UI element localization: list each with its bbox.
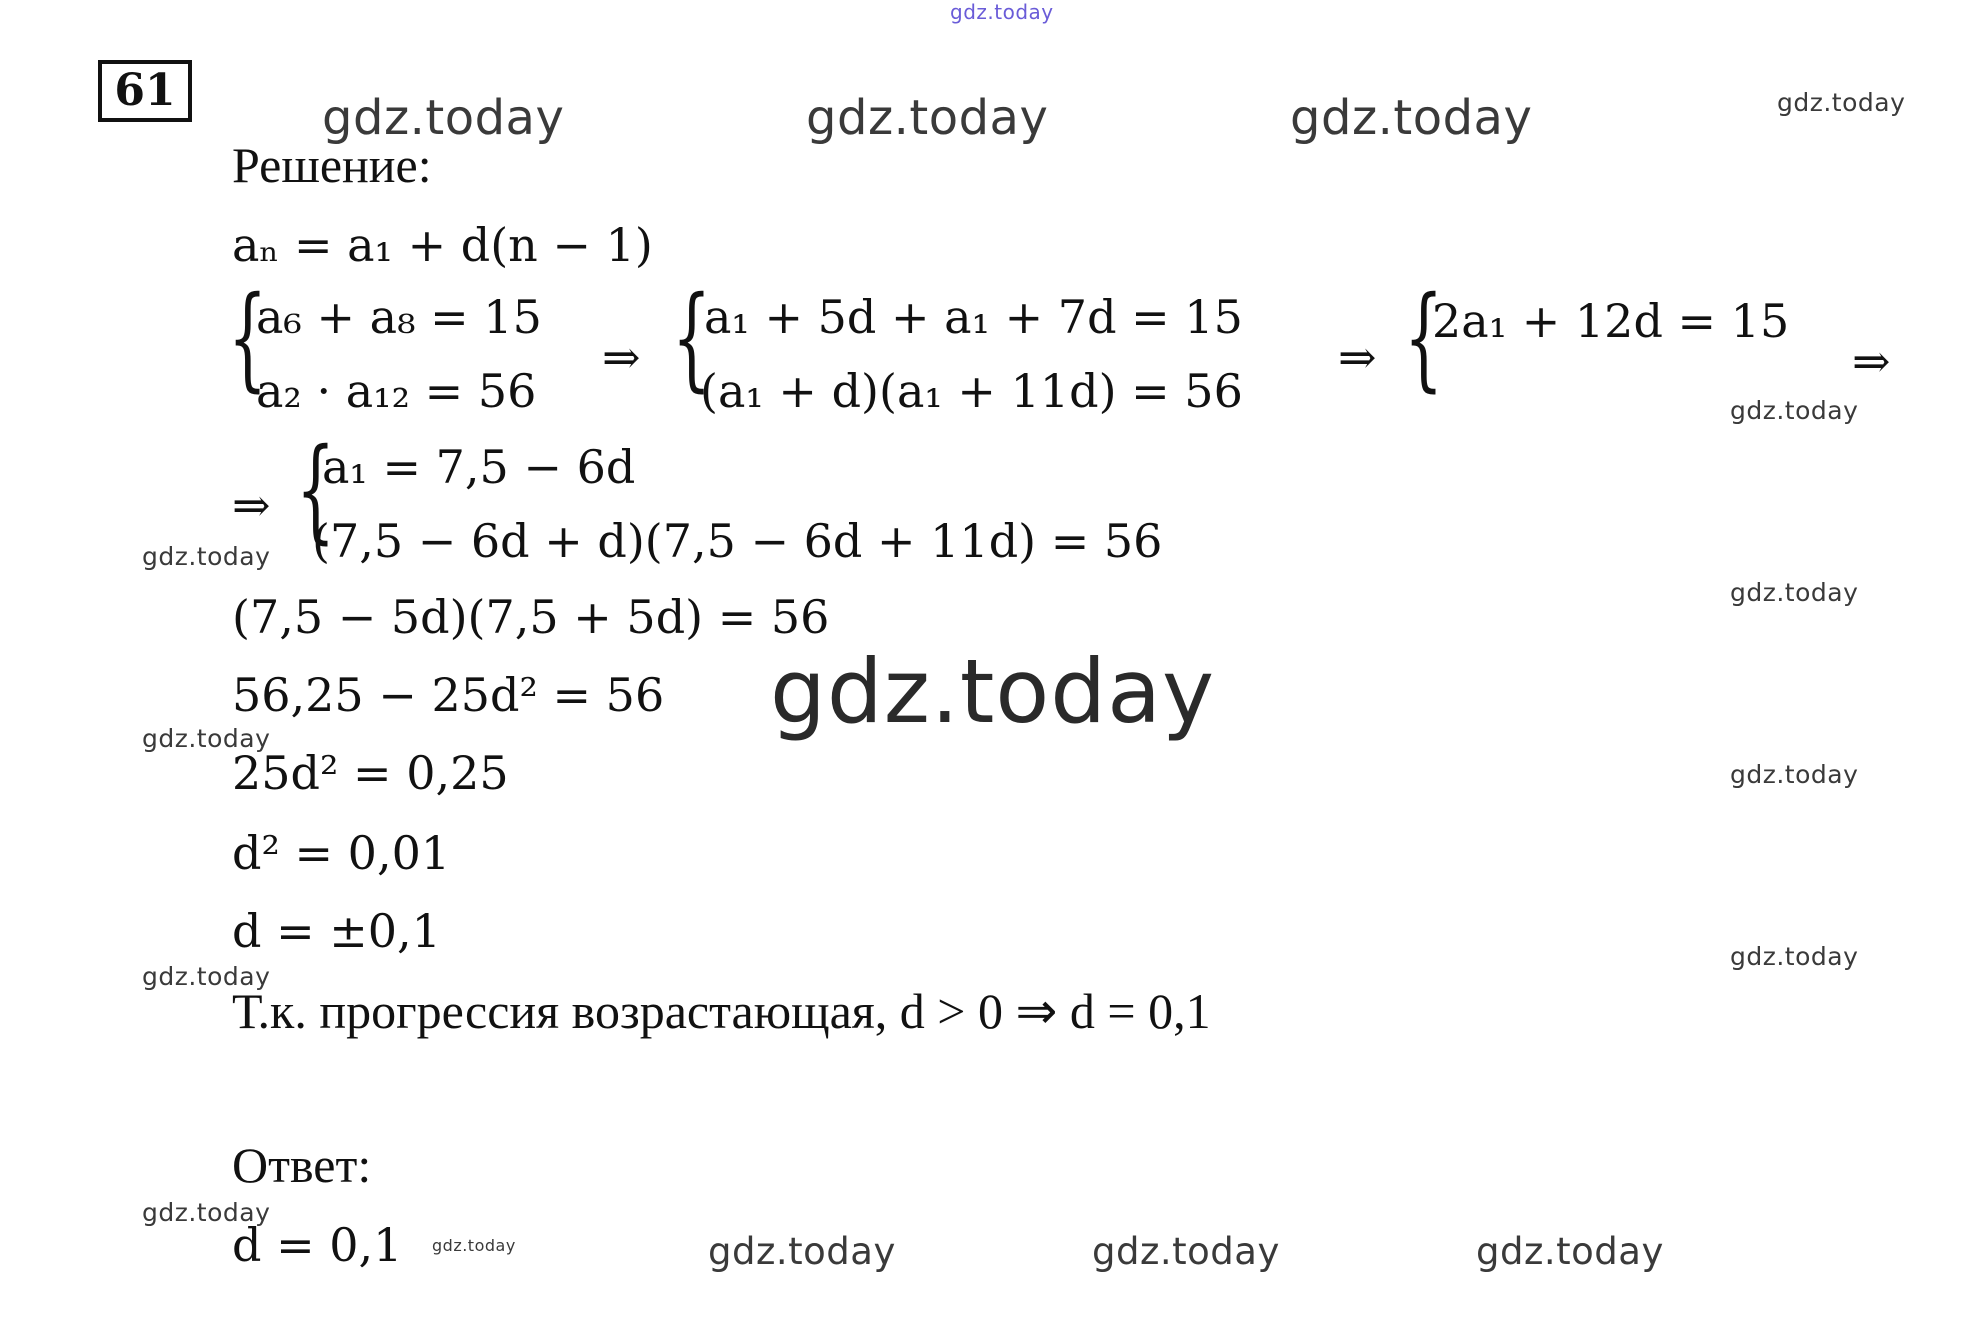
watermark-2: gdz.today xyxy=(806,90,1049,146)
watermark-14: gdz.today xyxy=(708,1230,896,1273)
implies-arrow-4: ⇒ xyxy=(232,478,271,532)
step-2: 56,25 − 25d² = 56 xyxy=(232,668,665,722)
implies-arrow-1: ⇒ xyxy=(602,330,641,384)
implies-arrow-3: ⇒ xyxy=(1852,334,1891,388)
watermark-7: gdz.today xyxy=(1730,578,1859,607)
solution-label: Решение: xyxy=(232,137,432,193)
problem-number: 61 xyxy=(98,60,192,122)
answer-label: Ответ: xyxy=(232,1137,372,1193)
watermark-9: gdz.today xyxy=(1730,760,1859,789)
watermark-10: gdz.today xyxy=(142,962,271,991)
system-brace-4: { xyxy=(296,425,336,555)
system4-top: a₁ = 7,5 − 6d xyxy=(322,440,636,494)
implies-arrow-2: ⇒ xyxy=(1338,330,1377,384)
formula-line: aₙ = a₁ + d(n − 1) xyxy=(232,218,653,272)
watermark-top: gdz.today xyxy=(950,0,1054,24)
step-1: (7,5 − 5d)(7,5 + 5d) = 56 xyxy=(232,590,830,644)
watermark-11: gdz.today xyxy=(1730,942,1859,971)
system-brace-2: { xyxy=(672,273,712,403)
step-5: d = ±0,1 xyxy=(232,904,441,958)
system-brace-1: { xyxy=(228,273,268,403)
step-4: d² = 0,01 xyxy=(232,826,451,880)
watermark-1: gdz.today xyxy=(322,90,565,146)
watermark-large: gdz.today xyxy=(770,640,1216,743)
watermark-3: gdz.today xyxy=(1290,90,1533,146)
watermark-16: gdz.today xyxy=(1476,1230,1664,1273)
watermark-12: gdz.today xyxy=(142,1198,271,1227)
system2-top: a₁ + 5d + a₁ + 7d = 15 xyxy=(704,290,1243,344)
watermark-6: gdz.today xyxy=(142,542,271,571)
system1-top: a₆ + a₈ = 15 xyxy=(256,290,542,344)
system-brace-3: { xyxy=(1404,273,1444,403)
watermark-5: gdz.today xyxy=(1730,396,1859,425)
watermark-13: gdz.today xyxy=(432,1236,516,1255)
system2-bottom: (a₁ + d)(a₁ + 11d) = 56 xyxy=(700,364,1243,418)
system3-top: 2a₁ + 12d = 15 xyxy=(1432,294,1790,348)
step-3: 25d² = 0,25 xyxy=(232,746,509,800)
watermark-15: gdz.today xyxy=(1092,1230,1280,1273)
watermark-4: gdz.today xyxy=(1777,88,1906,117)
watermark-8: gdz.today xyxy=(142,724,271,753)
system1-bottom: a₂ · a₁₂ = 56 xyxy=(256,364,537,418)
answer-value: d = 0,1 xyxy=(232,1218,403,1272)
system4-bottom: (7,5 − 6d + d)(7,5 − 6d + 11d) = 56 xyxy=(312,514,1163,568)
conclusion-line: Т.к. прогрессия возрастающая, d > 0 ⇒ d = 0,1 xyxy=(232,983,1211,1039)
